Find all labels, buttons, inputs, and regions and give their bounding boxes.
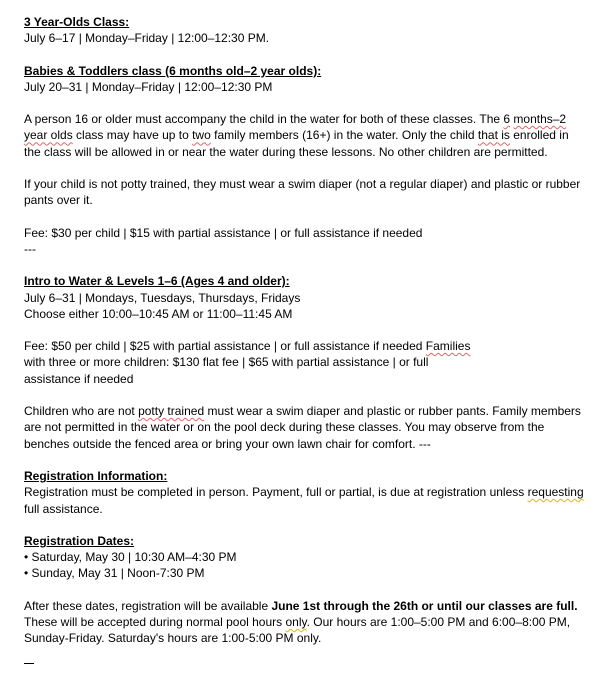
spellcheck-word: two [192,128,211,143]
grammar-word: requesting [527,485,584,500]
three-year-olds-heading: 3 Year-Olds Class: [24,15,130,29]
text-run: enrolled in the class will be allowed in or near the water during these lessons. No other children are permitted. [24,128,569,159]
babies-toddlers-heading: Babies & Toddlers class (6 months old–2 year olds): [24,63,322,78]
document-page [24,14,584,664]
text-run: must wear a swim diaper and plastic or rubber pants. Family members are not permitted in the water or on the pool deck during these classes. You may observe from the benches outside the fenced area or bring your own lawn chair for comfort. --- [24,404,581,451]
text-run: After these dates, registration will be available [24,598,272,613]
registration-date-item: • Saturday, May 30 | 10:30 AM–4:30 PM [24,550,237,565]
spellcheck-word: that is [477,128,510,143]
swim-diaper-paragraph: If your child is not potty trained, they must wear a swim diaper (not a regular diaper) and plastic or rubber pants over it. [24,177,581,208]
spellcheck-word: potty trained [138,404,205,419]
text-run: class may have up to [72,128,193,143]
text-run: These will be accepted during normal pool hours [24,615,286,630]
spellcheck-word: 6 [503,112,511,127]
babies-fee: Fee: $30 per child | $15 with partial assistance | or full assistance if needed [24,225,423,240]
text-run: Children who are not [24,404,139,419]
registration-dates-heading: Registration Dates: [24,533,135,548]
registration-info-heading: Registration Information: [24,468,168,483]
text-cursor-line[interactable] [24,647,584,664]
intro-water-schedule-times: Choose either 10:00–10:45 AM or 11:00–11:45 AM [24,306,293,321]
text-run: A person 16 or older must accompany the child in the water for both of these classes. The [24,112,504,127]
registration-info-text [24,484,584,517]
grammar-word: only [285,615,307,630]
cursor-mark [24,647,34,664]
intro-water-fee [24,338,584,387]
intro-water-schedule-days: July 6–31 | Mondays, Tuesdays, Thursdays, Fridays [24,290,301,305]
accompany-paragraph [24,111,584,160]
text-run: full assistance. [24,501,103,516]
intro-water-heading: Intro to Water & Levels 1–6 (Ages 4 and older): [24,274,290,289]
text-run: assistance if needed [24,371,134,386]
text-run: with three or more children: $130 flat fee | $65 with partial assistance | or full [24,355,429,370]
text-run: Registration must be completed in person. Payment, full or partial, is due at registration unless [24,485,528,500]
spellcheck-word: months–2 year olds [24,112,567,143]
babies-toddlers-schedule: July 20–31 | Monday–Friday | 12:00–12:30 PM [24,79,273,94]
after-dates-paragraph [24,598,584,647]
three-year-olds-schedule: July 6–17 | Monday–Friday | 12:00–12:30 PM. [24,31,270,46]
bold-run: June 1st through the 26th or until our classes are full. [271,598,578,613]
intro-water-rules-paragraph [24,403,584,452]
separator: --- [24,241,36,256]
text-run: Fee: $50 per child | $25 with partial assistance | or full assistance if needed [24,339,426,354]
text-run: family members (16+) in the water. Only the child [210,128,478,143]
text-run: . Our hours are 1:00–5:00 PM and 6:00–8:00 PM, Sunday-Friday. Saturday's hours are 1:00-5:00 PM only. [24,615,571,646]
registration-date-item: • Sunday, May 31 | Noon-7:30 PM [24,566,205,581]
spellcheck-word: Families [425,339,471,354]
